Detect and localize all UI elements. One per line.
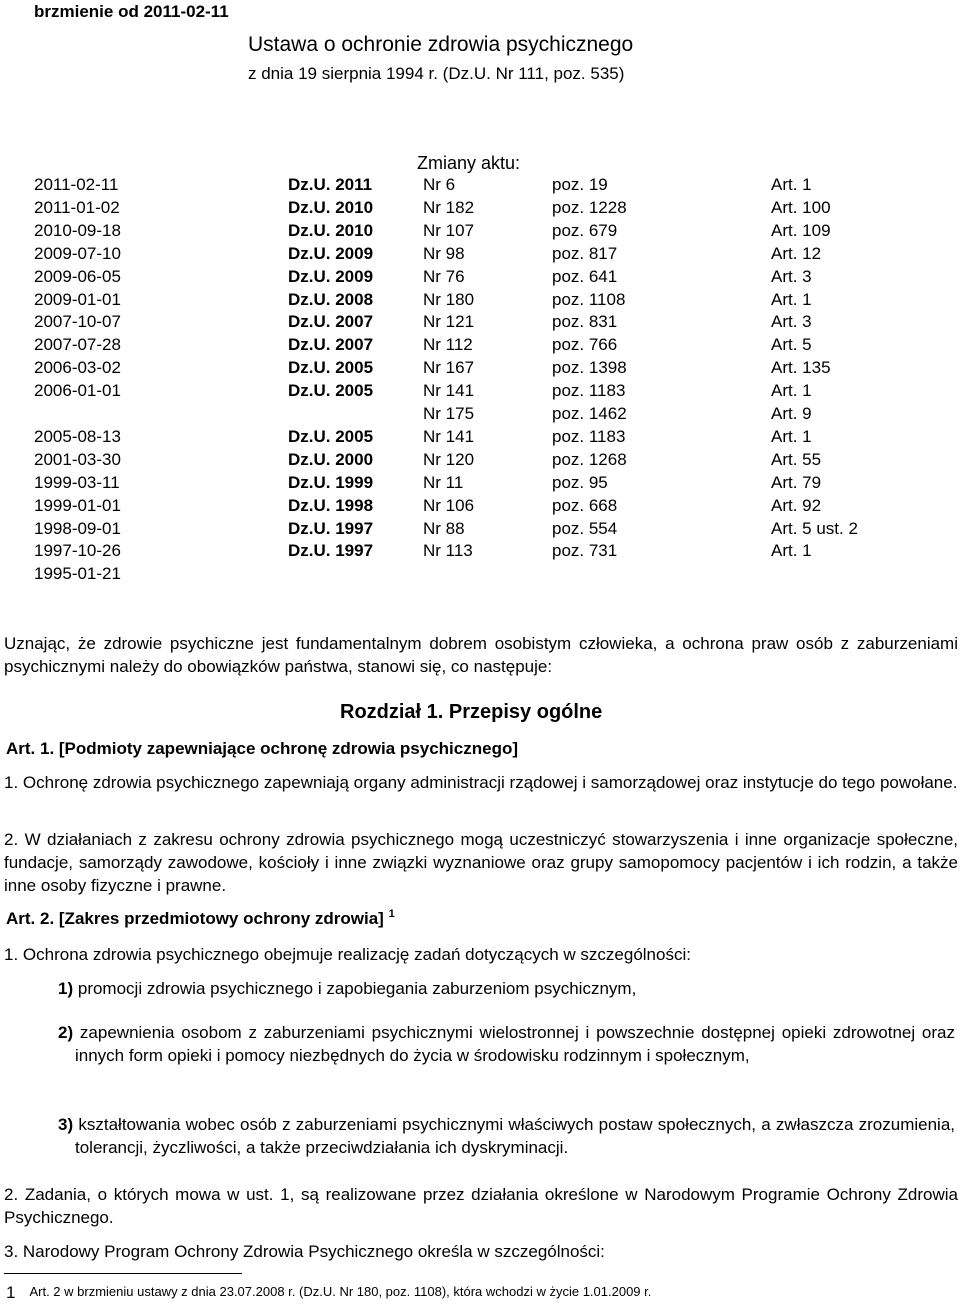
change-poz: poz. 554: [552, 518, 618, 538]
change-nr: Nr 120: [423, 449, 475, 469]
change-nr: Nr 6: [423, 175, 456, 194]
change-date: 2005-08-13: [34, 426, 121, 446]
art2-heading-text: Art. 2. [Zakres przedmiotowy ochrony zdrowia]: [6, 909, 384, 928]
change-poz: poz. 1183: [552, 381, 626, 401]
change-art: Art. 92: [771, 495, 822, 515]
change-art: Art. 5 ust. 2: [771, 518, 858, 538]
change-art: Art. 5: [771, 335, 812, 355]
change-date: 1997-10-26: [34, 541, 121, 561]
version-date: brzmienie od 2011-02-11: [34, 2, 229, 21]
change-dzu: Dz.U. 2005: [288, 381, 374, 401]
change-art: Art. 100: [771, 197, 831, 217]
change-row: [0, 198, 960, 220]
change-row: [0, 496, 960, 518]
change-dzu: Dz.U. 2009: [288, 266, 374, 286]
change-row: [0, 175, 960, 197]
change-row: [0, 335, 960, 357]
change-dzu: Dz.U. 2008: [288, 289, 374, 309]
change-nr: Nr 106: [423, 495, 475, 515]
change-row: [0, 519, 960, 541]
change-date: 2011-02-11: [34, 175, 119, 194]
preamble: Uznając, że zdrowie psychiczne jest fundamentalnym dobrem osobistym człowieka, a ochrona praw osób z zaburzeniami psychicznymi należy do obowiązków państwa, stanowi się, co następuje:: [4, 634, 958, 676]
chapter-heading: Rozdział 1. Przepisy ogólne: [340, 701, 603, 723]
footnote-number: 1: [6, 1283, 16, 1302]
change-dzu: Dz.U. 2007: [288, 312, 374, 332]
change-nr: Nr 98: [423, 243, 465, 263]
change-art: Art. 55: [771, 449, 822, 469]
item-text: promocji zdrowia psychicznego i zapobiegania zaburzeniom psychicznym,: [77, 979, 637, 998]
item-text: kształtowania wobec osób z zaburzeniami psychicznymi właściwych postaw społecznych, a zwłaszcza zrozumienia, tolerancji, życzliwości, a także przeciwdziałania ich dyskryminacji.: [75, 1115, 955, 1157]
change-dzu: Dz.U. 1997: [288, 541, 374, 561]
change-nr: Nr 121: [423, 312, 475, 332]
art2-item-2: [58, 1021, 955, 1067]
change-art: Art. 9: [771, 404, 812, 423]
change-dzu: Dz.U. 1997: [288, 518, 374, 538]
change-nr: Nr 141: [423, 381, 475, 401]
item-number: 1): [58, 979, 74, 998]
document-subtitle: z dnia 19 sierpnia 1994 r. (Dz.U. Nr 111, poz. 535): [248, 64, 625, 83]
footnote-divider: [4, 1273, 242, 1274]
change-dzu: Dz.U. 2007: [288, 335, 374, 355]
change-nr: Nr 107: [423, 220, 475, 240]
art1-paragraph-1: 1. Ochronę zdrowia psychicznego zapewniają organy administracji rządowej i samorządowej oraz instytucje do tego powołane.: [4, 773, 958, 792]
change-date: 2006-01-01: [34, 381, 121, 401]
change-row: [0, 312, 960, 334]
change-art: Art. 1: [771, 541, 812, 561]
change-date: 2010-09-18: [34, 220, 121, 240]
change-row: [0, 221, 960, 243]
change-date: 2009-06-05: [34, 266, 121, 286]
art2-heading: [6, 907, 960, 930]
change-date: 1999-01-01: [34, 495, 121, 515]
art1-heading: Art. 1. [Podmioty zapewniające ochronę zdrowia psychicznego]: [6, 739, 518, 758]
change-date: 2009-07-10: [34, 243, 121, 263]
change-nr: Nr 11: [423, 472, 464, 492]
change-dzu: Dz.U. 2005: [288, 358, 374, 378]
change-row: [0, 473, 960, 495]
change-date: 2001-03-30: [34, 449, 121, 469]
art2-paragraph-1: 1. Ochrona zdrowia psychicznego obejmuje realizację zadań dotyczących w szczególności:: [4, 945, 691, 964]
change-row: [0, 381, 960, 403]
change-nr: Nr 141: [423, 426, 475, 446]
changes-heading: Zmiany aktu:: [417, 153, 521, 173]
document-title: Ustawa o ochronie zdrowia psychicznego: [248, 33, 634, 56]
change-nr: Nr 175: [423, 404, 475, 423]
change-poz: poz. 1398: [552, 358, 627, 378]
change-art: Art. 3: [771, 312, 812, 332]
change-poz: poz. 668: [552, 495, 618, 515]
change-row: [0, 358, 960, 380]
change-poz: poz. 1228: [552, 197, 627, 217]
change-date: 2006-03-02: [34, 358, 121, 378]
change-poz: poz. 1268: [552, 449, 627, 469]
change-row: [0, 267, 960, 289]
change-row: [0, 404, 960, 426]
change-dzu: Dz.U. 2010: [288, 220, 374, 240]
change-date: 2007-07-28: [34, 335, 121, 355]
change-poz: poz. 641: [552, 266, 618, 286]
change-date: 2009-01-01: [34, 289, 121, 309]
change-nr: Nr 113: [423, 541, 473, 561]
change-poz: poz. 1108: [552, 289, 626, 309]
item-number: 3): [58, 1115, 74, 1134]
change-dzu: Dz.U. 2005: [288, 426, 374, 446]
change-row: [0, 427, 960, 449]
change-poz: poz. 19: [552, 175, 608, 194]
change-nr: Nr 182: [423, 197, 475, 217]
change-art: Art. 135: [771, 358, 831, 378]
change-poz: poz. 679: [552, 220, 618, 240]
item-number: 2): [58, 1023, 74, 1042]
change-poz: poz. 731: [552, 541, 618, 561]
change-row: [0, 541, 960, 563]
change-row: [0, 244, 960, 266]
art1-paragraph-2: 2. W działaniach z zakresu ochrony zdrowia psychicznego mogą uczestniczyć stowarzyszenia i inne organizacje społeczne, fundacje, samorządy zawodowe, kościoły i inne związki wyznaniowe oraz grupy samopomocy pacjentów i ich rodzin, a także inne osoby fizyczne i prawne.: [4, 830, 958, 895]
change-nr: Nr 88: [423, 518, 465, 538]
change-poz: poz. 1462: [552, 404, 627, 423]
change-date: 2011-01-02: [34, 197, 120, 217]
change-dzu: Dz.U. 2011: [288, 175, 373, 194]
change-nr: Nr 167: [423, 358, 475, 378]
change-poz: poz. 766: [552, 335, 618, 355]
change-date: 1998-09-01: [34, 518, 121, 538]
item-text: zapewnienia osobom z zaburzeniami psychicznymi wielostronnej i powszechnie dostępnej opieki zdrowotnej oraz innych form opieki i pomocy niezbędnych do życia w środowisku rodzinnym i społecznym,: [75, 1023, 955, 1065]
change-dzu: Dz.U. 2000: [288, 449, 374, 469]
change-art: Art. 3: [771, 266, 812, 286]
change-nr: Nr 112: [423, 335, 473, 355]
change-poz: poz. 817: [552, 243, 618, 263]
art2-paragraph-3: 3. Narodowy Program Ochrony Zdrowia Psychicznego określa w szczególności:: [4, 1242, 605, 1261]
change-poz: poz. 1183: [552, 426, 626, 446]
footnote-text: Art. 2 w brzmieniu ustawy z dnia 23.07.2008 r. (Dz.U. Nr 180, poz. 1108), która wchodzi w życie 1.01.2009 r.: [29, 1284, 652, 1299]
change-art: Art. 109: [771, 220, 831, 240]
change-dzu: Dz.U. 2009: [288, 243, 374, 263]
change-art: Art. 12: [771, 243, 822, 263]
art2-paragraph-2: 2. Zadania, o których mowa w ust. 1, są realizowane przez działania określone w Narodowym Programie Ochrony Zdrowia Psychicznego.: [4, 1185, 958, 1227]
change-row: [0, 564, 960, 586]
change-poz: poz. 95: [552, 472, 608, 492]
change-dzu: Dz.U. 1999: [288, 472, 374, 492]
footnote-mark: 1: [388, 908, 395, 920]
change-dzu: Dz.U. 2010: [288, 197, 374, 217]
change-poz: poz. 831: [552, 312, 618, 332]
change-art: Art. 1: [771, 426, 812, 446]
change-art: Art. 79: [771, 472, 822, 492]
change-art: Art. 1: [771, 175, 812, 194]
change-nr: Nr 76: [423, 266, 465, 286]
art2-item-1: [58, 977, 938, 1000]
change-dzu: Dz.U. 1998: [288, 495, 374, 515]
change-art: Art. 1: [771, 289, 812, 309]
change-date: 2007-10-07: [34, 312, 121, 332]
change-date: 1995-01-21: [34, 564, 121, 584]
footnote: [6, 1283, 651, 1303]
change-row: [0, 450, 960, 472]
art2-item-3: [58, 1113, 955, 1159]
change-nr: Nr 180: [423, 289, 475, 309]
change-date: 1999-03-11: [34, 472, 120, 492]
change-row: [0, 290, 960, 312]
change-art: Art. 1: [771, 381, 812, 401]
